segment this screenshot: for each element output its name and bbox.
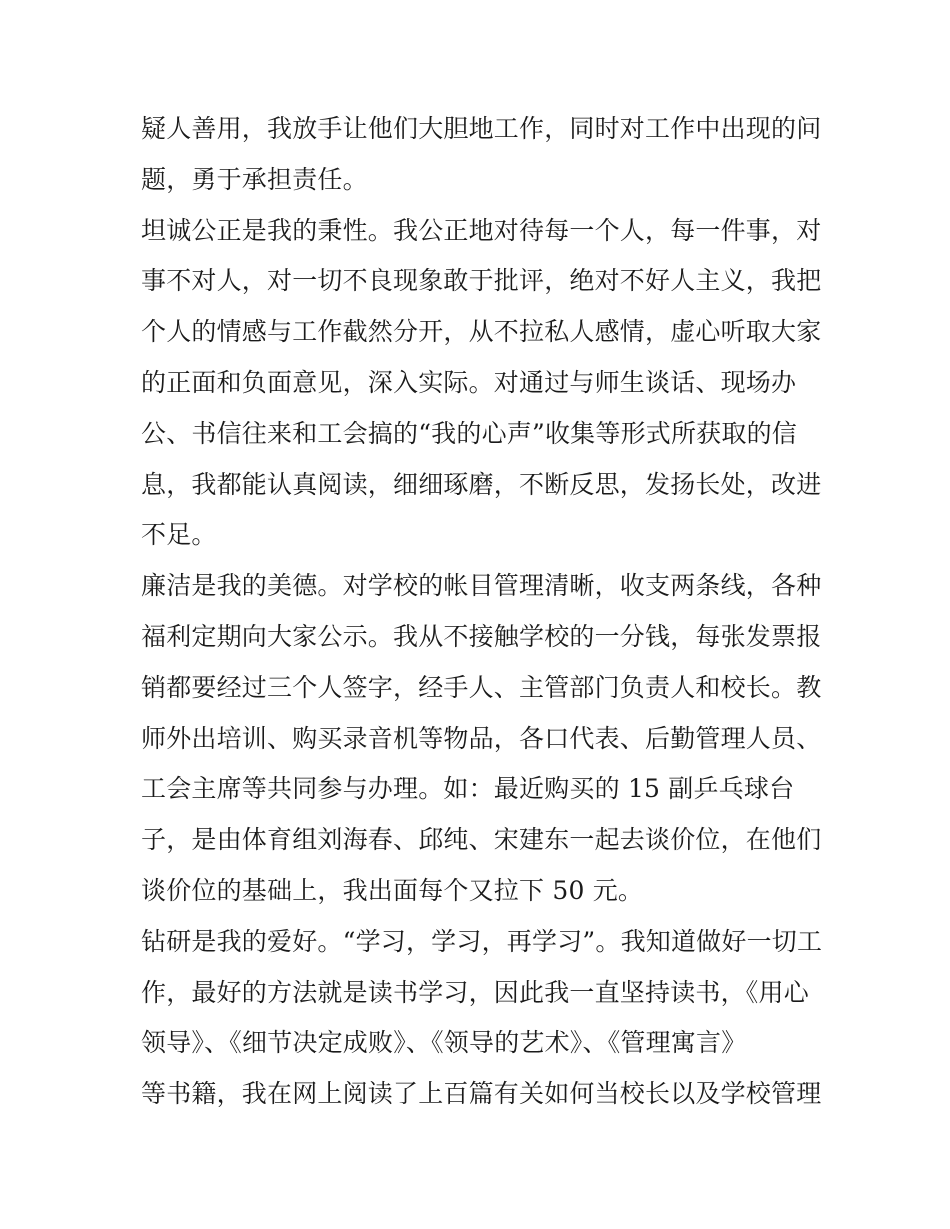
text-line: 息，我都能认真阅读，细细琢磨，不断反思，发扬长处，改进 — [141, 469, 822, 499]
text-line: 疑人善用，我放手让他们大胆地工作，同时对工作中出现的问 — [141, 114, 822, 143]
text-line: 谈价位的基础上，我出面每个又拉下 50 元。 — [141, 875, 644, 905]
text-line: 事不对人，对一切不良现象敢于批评，绝对不好人主义，我把 — [141, 266, 822, 296]
text-line: 作，最好的方法就是读书学习，因此我一直坚持读书，《用心 — [141, 977, 809, 1007]
text-line: 钻研是我的爱好。“学习，学习，再学习”。我知道做好一切工 — [141, 926, 823, 956]
text-line: 坦诚公正是我的秉性。我公正地对待每一个人，每一件事，对 — [141, 215, 822, 245]
text-line: 福利定期向大家公示。我从不接触学校的一分钱，每张发票报 — [141, 621, 822, 651]
text-line: 的正面和负面意见，深入实际。对通过与师生谈话、现场办 — [141, 367, 797, 397]
text-line: 不足。 — [141, 520, 217, 550]
text-line: 题，勇于承担责任。 — [141, 164, 368, 194]
text-line: 领导》、《细节决定成败》、《领导的艺术》、《管理寓言》 — [141, 1028, 747, 1058]
text-line: 公、书信往来和工会搞的“我的心声”收集等形式所获取的信 — [141, 418, 797, 448]
text-line: 工会主席等共同参与办理。如：最近购买的 15 副乒乓球台 — [141, 774, 795, 804]
text-line: 销都要经过三个人签字，经手人、主管部门负责人和校长。教 — [141, 672, 822, 702]
text-line: 师外出培训、购买录音机等物品，各口代表、后勤管理人员、 — [141, 723, 822, 753]
text-line: 等书籍，我在网上阅读了上百篇有关如何当校长以及学校管理 — [141, 1079, 822, 1109]
text-line: 个人的情感与工作截然分开，从不拉私人感情，虚心听取大家 — [141, 317, 822, 347]
text-line: 廉洁是我的美德。对学校的帐目管理清晰，收支两条线，各种 — [141, 571, 822, 601]
document-body-text — [141, 104, 821, 1120]
text-line: 子，是由体育组刘海春、邱纯、宋建东一起去谈价位，在他们 — [141, 825, 822, 855]
